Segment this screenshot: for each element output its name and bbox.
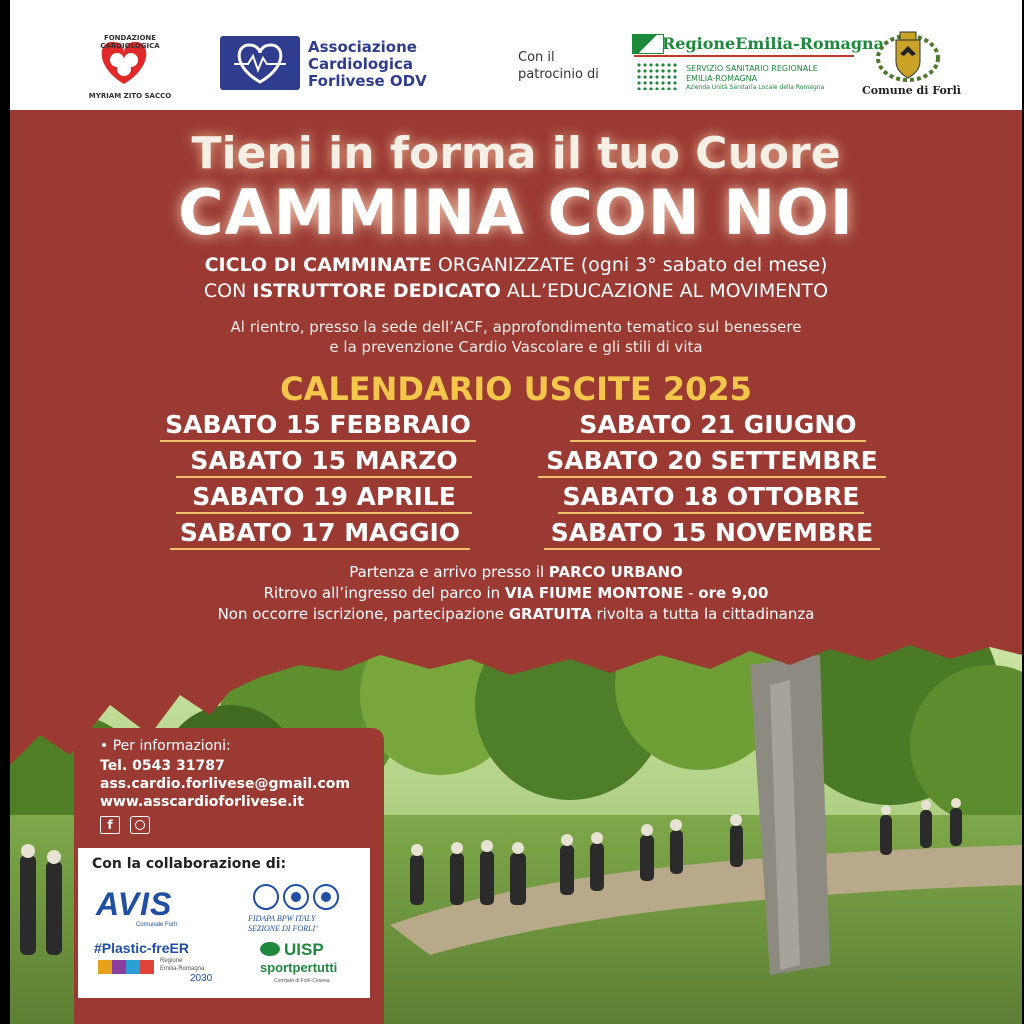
meeting-text-2a: Ritrovo all’ingresso del parco in (263, 584, 505, 602)
date-right-4: SABATO 15 NOVEMBRE (544, 518, 880, 550)
date-right-2: SABATO 20 SETTEMBRE (538, 446, 886, 478)
meeting-text-3b: rivolta a tutta la cittadinanza (591, 605, 815, 623)
association-name-2: Cardiologica (308, 55, 414, 73)
note-line-2: e la prevenzione Cardio Vascolare e gli stili di vita (329, 338, 703, 356)
meeting-text-3a: Non occorre iscrizione, partecipazione (217, 605, 509, 623)
poster (10, 0, 1022, 1024)
meeting-line-2 (10, 584, 1022, 602)
date-left-1: SABATO 15 FEBBRAIO (160, 410, 476, 442)
contact-phone[interactable]: Tel. 0543 31787 (100, 758, 225, 774)
region-line (634, 55, 854, 57)
region-dots-icon (636, 62, 678, 90)
date-right-3: SABATO 18 OTTOBRE (558, 482, 864, 514)
uisp-committee: Comitato di Forlì-Cesena (274, 978, 330, 984)
fidapa-section: SEZIONE DI FORLI’ (248, 924, 318, 933)
avis-logo: AVIS (96, 886, 173, 922)
subtitle-bold-2: ISTRUTTORE DEDICATO (252, 280, 501, 302)
region-flag-icon (632, 34, 664, 54)
header-logos (10, 0, 1022, 110)
collaboration-box (78, 848, 370, 998)
headline-2: CAMMINA CON NOI (178, 176, 854, 249)
patronage-label-2: patrocinio di (518, 67, 599, 82)
date-left-2: SABATO 15 MARZO (176, 446, 472, 478)
note-line-1: Al rientro, presso la sede dell’ACF, approfondimento tematico sul benessere (230, 318, 802, 336)
contact-heading: • Per informazioni: (100, 738, 231, 754)
calendar-title: CALENDARIO USCITE 2025 (280, 370, 752, 408)
date-right-1: SABATO 21 GIUGNO (570, 410, 866, 442)
date-left-3: SABATO 19 APRILE (176, 482, 472, 514)
uisp-icon (260, 942, 280, 956)
comune-name: Comune di Forlì (862, 84, 961, 97)
subtitle-text-2a: CON (203, 280, 253, 302)
subtitle-line-1 (10, 254, 1022, 276)
plastic-free-year: 2030 (190, 973, 213, 984)
meeting-text-1: Partenza e arrivo presso il (349, 563, 549, 581)
date-left-4: SABATO 17 MAGGIO (170, 518, 470, 550)
region-name: RegioneEmilia-Romagna (662, 34, 885, 53)
meeting-bold-3: GRATUITA (508, 605, 592, 623)
patronage-label-1: Con il (518, 50, 555, 65)
collaboration-heading: Con la collaborazione di: (92, 856, 287, 872)
plastic-free-blocks-icon (98, 960, 154, 974)
fidapa-logo-icon (246, 882, 356, 912)
plastic-free-region-name: Emilia-Romagna (160, 966, 205, 972)
instagram-icon[interactable] (130, 816, 150, 834)
instagram-lens (135, 820, 145, 830)
region-service-3: Azienda Unità Sanitaria Locale della Romagna (686, 84, 825, 91)
region-service-1: SERVIZIO SANITARIO REGIONALE (686, 64, 818, 73)
facebook-icon[interactable]: f (100, 816, 120, 834)
uisp-tagline: sportpertutti (260, 960, 338, 975)
contact-website[interactable]: www.asscardioforlivese.it (100, 794, 304, 810)
uisp-logo: UISP (284, 940, 324, 959)
fondazione-name: FONDAZIONE CARDIOLOGICA (100, 34, 160, 50)
headline-1: Tieni in forma il tuo Cuore (191, 128, 841, 179)
association-name-3: Forlivese ODV (308, 72, 427, 90)
association-name-1: Associazione (308, 38, 417, 56)
contact-email[interactable]: ass.cardio.forlivese@gmail.com (100, 776, 350, 792)
region-service-2: EMILIA-ROMAGNA (686, 74, 758, 83)
plastic-free-region: Regione (160, 958, 183, 964)
heart-pulse-icon (220, 36, 300, 90)
meeting-text-2b: - (683, 584, 699, 602)
subtitle-bold-1: CICLO DI CAMMINATE (204, 254, 432, 276)
acf-logo (220, 36, 300, 90)
meeting-bold-2a: VIA FIUME MONTONE (504, 584, 684, 602)
comune-crest-icon (870, 26, 946, 84)
meeting-bold-2b: ore 9,00 (698, 584, 769, 602)
avis-subtitle: Comunale Forlì (136, 922, 178, 928)
fondazione-subname: MYRIAM ZITO SACCO (88, 92, 172, 100)
meeting-line-1 (10, 563, 1022, 581)
fidapa-name: FIDAPA BPW ITALY (248, 914, 316, 923)
subtitle-line-2 (10, 280, 1022, 302)
subtitle-text-1: ORGANIZZATE (ogni 3° sabato del mese) (431, 254, 828, 276)
subtitle-text-2b: ALL’EDUCAZIONE AL MOVIMENTO (500, 280, 829, 302)
plastic-free-logo: #Plastic-freER (94, 940, 189, 956)
meeting-line-3 (10, 605, 1022, 623)
meeting-bold-1: PARCO URBANO (548, 563, 683, 581)
